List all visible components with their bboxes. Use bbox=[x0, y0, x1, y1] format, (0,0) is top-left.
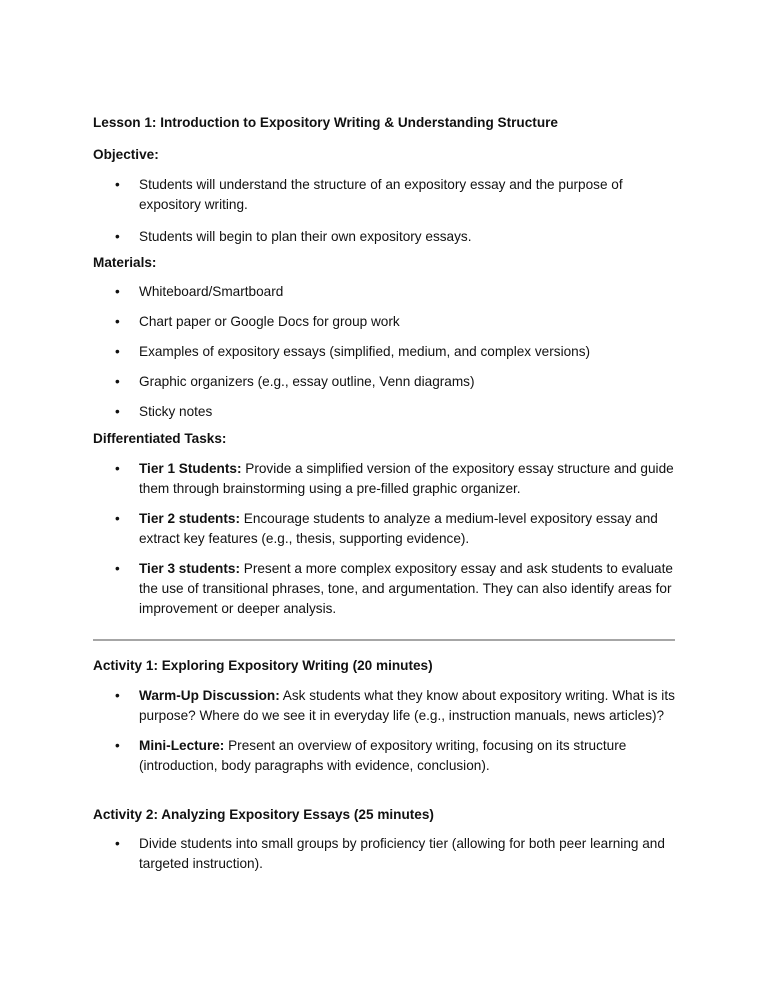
item-label: Tier 1 Students: bbox=[139, 461, 242, 476]
list-item bbox=[93, 686, 675, 726]
objective-list bbox=[93, 175, 675, 247]
list-item bbox=[93, 559, 675, 619]
item-text: Ask students what they know about expository writing. What is its purpose? Where do we see it in everyday life (e.g., instruction manuals, news articles)? bbox=[139, 688, 675, 723]
materials-heading: Materials: bbox=[93, 255, 157, 270]
activity1-heading: Activity 1: Exploring Expository Writing (20 minutes) bbox=[93, 658, 433, 673]
lesson-title: Lesson 1: Introduction to Expository Writing & Understanding Structure bbox=[93, 115, 558, 130]
list-item: • Students will begin to plan their own expository essays. bbox=[93, 227, 675, 247]
list-item: • Sticky notes bbox=[93, 402, 675, 422]
objective-heading: Objective: bbox=[93, 147, 159, 162]
item-text: Provide a simplified version of the expository essay structure and guide them through brainstorming using a pre-filled graphic organizer. bbox=[139, 461, 674, 496]
list-item: • Examples of expository essays (simplified, medium, and complex versions) bbox=[93, 342, 675, 362]
list-item: • Divide students into small groups by proficiency tier (allowing for both peer learning and targeted instruction). bbox=[93, 834, 675, 874]
list-item bbox=[93, 459, 675, 499]
item-label: Warm-Up Discussion: bbox=[139, 688, 280, 703]
list-item bbox=[93, 509, 675, 549]
differentiated-heading: Differentiated Tasks: bbox=[93, 431, 227, 446]
item-label: Tier 2 students: bbox=[139, 511, 240, 526]
materials-list bbox=[93, 282, 675, 422]
differentiated-list bbox=[93, 459, 675, 619]
item-text: Present an overview of expository writing, focusing on its structure (introduction, body paragraphs with evidence, conclusion). bbox=[139, 738, 627, 773]
item-text: Present a more complex expository essay and ask students to evaluate the use of transitional phrases, tone, and argumentation. They can also identify areas for improvement or deeper analysis. bbox=[139, 561, 673, 616]
activity1-list bbox=[93, 686, 675, 776]
list-item: • Whiteboard/Smartboard bbox=[93, 282, 675, 302]
item-label: Mini-Lecture: bbox=[139, 738, 225, 753]
item-text: Encourage students to analyze a medium-level expository essay and extract key features (e.g., thesis, supporting evidence). bbox=[139, 511, 658, 546]
item-label: Tier 3 students: bbox=[139, 561, 240, 576]
horizontal-divider bbox=[93, 639, 675, 641]
activity2-list bbox=[93, 834, 675, 874]
activity2-heading: Activity 2: Analyzing Expository Essays (25 minutes) bbox=[93, 807, 434, 822]
list-item: • Graphic organizers (e.g., essay outline, Venn diagrams) bbox=[93, 372, 675, 392]
list-item: • Chart paper or Google Docs for group work bbox=[93, 312, 675, 332]
list-item bbox=[93, 736, 675, 776]
list-item: • Students will understand the structure of an expository essay and the purpose of expository writing. bbox=[93, 175, 675, 215]
